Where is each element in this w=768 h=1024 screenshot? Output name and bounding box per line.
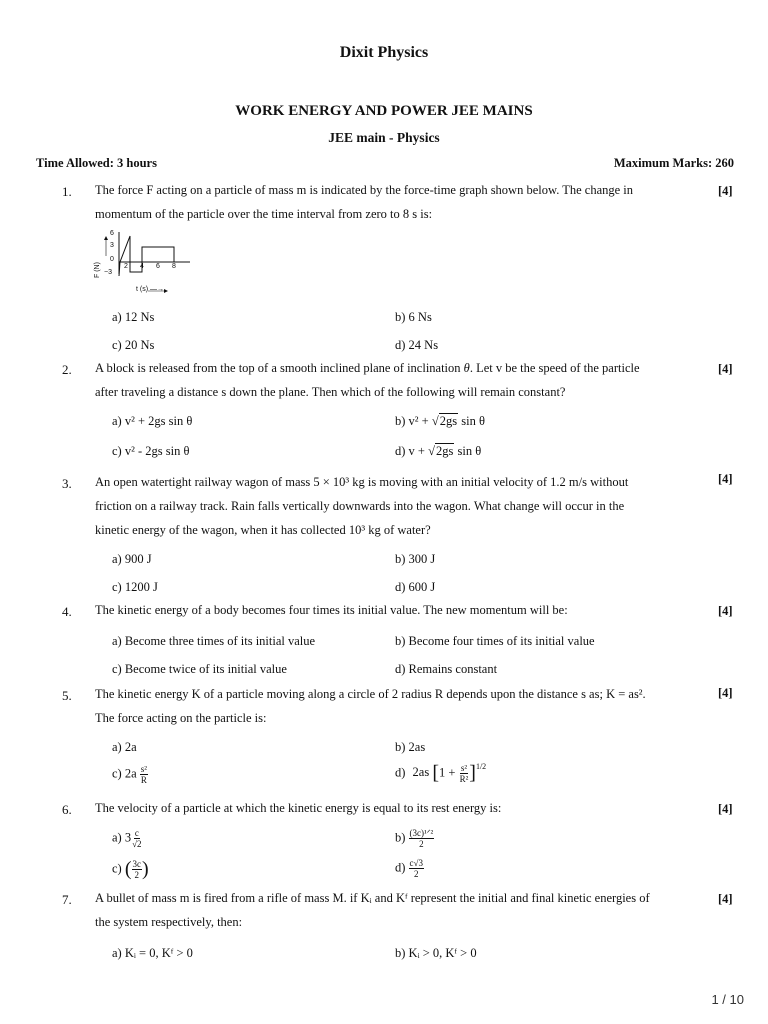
option-c[interactable]: c) 1200 J: [112, 580, 158, 594]
brand-title: Dixit Physics: [339, 44, 429, 61]
option-b[interactable]: b) 6 Ns: [395, 310, 432, 324]
question-number: 6.: [62, 802, 72, 817]
option-expression: v² - 2gs sin θ: [124, 444, 190, 458]
question-marks: [4]: [718, 686, 733, 700]
option-label: c): [112, 861, 122, 876]
option-label: a) 3: [112, 830, 132, 845]
question-text: [95, 356, 705, 404]
question-text: [95, 886, 705, 934]
document-title: WORK ENERGY AND POWER JEE MAINS: [235, 103, 533, 119]
fraction-denominator: 2: [134, 870, 140, 880]
option-d[interactable]: d) 24 Ns: [395, 338, 439, 352]
question-line: A bullet of mass m is fired from a rifle of mass M. if Kᵢ and Kᶠ represent the initial and final kinetic energies of: [95, 891, 650, 905]
fraction-numerator: 3c: [132, 859, 142, 869]
sqrt-icon: √: [428, 444, 435, 458]
option-d[interactable]: [395, 762, 486, 785]
option-expression: v² + 2gs sin θ: [124, 414, 193, 428]
fraction: [409, 828, 435, 849]
question-number: 1.: [62, 184, 72, 199]
question-fragment: . Let v be the speed of the particle: [469, 361, 640, 375]
option-label: c) 2a: [112, 766, 137, 781]
question-line: The kinetic energy of a body becomes four times its initial value. The new momentum will be:: [95, 603, 568, 617]
question-marks: [4]: [718, 362, 733, 376]
option-label: c): [112, 444, 122, 458]
max-marks: Maximum Marks: 260: [613, 156, 734, 170]
fraction-denominator: 2: [414, 869, 419, 879]
theta-symbol: θ: [463, 361, 470, 375]
question-number: 5.: [62, 688, 72, 703]
question-marks: [4]: [718, 472, 733, 486]
graph-y-tick: 0: [110, 256, 114, 263]
option-b[interactable]: [395, 828, 434, 849]
option-expression: v +: [408, 444, 429, 458]
option-c[interactable]: [112, 444, 189, 459]
question-text: [95, 178, 705, 226]
graph-x-tick: 4: [140, 263, 144, 270]
question-line: kinetic energy of the wagon, when it has collected 10³ kg of water?: [95, 523, 431, 537]
question-text: [95, 470, 705, 542]
option-expression: 1 +: [439, 765, 456, 780]
graph-y-label: F (N): [94, 262, 101, 278]
question-text: [95, 682, 705, 730]
time-allowed: Time Allowed: 3 hours: [36, 156, 157, 170]
fraction-denominator: R: [140, 775, 147, 785]
paren-right-icon: ): [142, 858, 149, 880]
question-line: momentum of the particle over the time interval from zero to 8 s is:: [95, 207, 433, 221]
option-d[interactable]: [395, 858, 424, 879]
option-expression: 2as: [412, 765, 430, 780]
paren-left-icon: (: [124, 858, 132, 880]
graph-x-tick: 8: [172, 263, 176, 270]
question-line: the system respectively, then:: [95, 915, 243, 929]
question-number: 7.: [62, 892, 72, 907]
question-line: friction on a railway track. Rain falls vertically downwards into the wagon. What change will occur in the: [95, 499, 625, 513]
question-number: 4.: [62, 604, 72, 619]
option-label: a): [112, 414, 122, 428]
option-expression: v² +: [408, 414, 432, 428]
option-label: d): [395, 765, 406, 780]
option-expression: sin θ: [454, 444, 482, 458]
option-b[interactable]: b) 300 J: [395, 552, 436, 566]
fraction-numerator: c√3: [409, 858, 423, 868]
option-label: d): [395, 860, 406, 875]
fraction-numerator: (3c)¹ᐟ²: [409, 828, 434, 838]
question-line: The force acting on the particle is:: [95, 711, 267, 725]
fraction-numerator: s²: [140, 764, 147, 774]
question-number: 2.: [62, 362, 72, 377]
graph-y-tick: 6: [110, 230, 114, 237]
question-marks: [4]: [718, 892, 733, 906]
option-a[interactable]: [112, 414, 192, 429]
option-label: d): [395, 444, 406, 458]
option-c[interactable]: [112, 764, 148, 785]
fraction-numerator: c: [134, 828, 139, 838]
graph-x-label: t (s) —→: [136, 286, 164, 293]
option-a[interactable]: a) Become three times of its initial value: [112, 634, 316, 648]
option-d[interactable]: d) 600 J: [395, 580, 436, 594]
option-a[interactable]: a) 900 J: [112, 552, 152, 566]
force-time-graph: [90, 226, 200, 298]
fraction: [131, 828, 142, 849]
fraction: [459, 763, 470, 784]
option-b[interactable]: b) Kᵢ > 0, Kᶠ > 0: [395, 946, 477, 960]
option-b[interactable]: b) 2as: [395, 740, 426, 754]
bracket-left-icon: [: [432, 762, 440, 784]
fraction: [409, 858, 424, 879]
fraction-denominator: R²: [459, 774, 469, 784]
fraction-denominator: √2: [132, 839, 142, 849]
graph-x-tick: 2: [124, 263, 128, 270]
option-d[interactable]: d) Remains constant: [395, 662, 498, 676]
option-expression: sin θ: [458, 414, 485, 428]
option-c[interactable]: c) Become twice of its initial value: [112, 662, 287, 676]
question-line: The velocity of a particle at which the kinetic energy is equal to its rest energy is:: [95, 801, 502, 815]
option-label: b): [395, 414, 406, 428]
option-b[interactable]: b) Become four times of its initial value: [395, 634, 595, 648]
question-marks: [4]: [718, 802, 733, 816]
option-c[interactable]: c) 20 Ns: [112, 338, 155, 352]
question-marks: [4]: [718, 184, 733, 198]
graph-y-tick: −3: [104, 269, 112, 276]
question-line: [95, 356, 705, 380]
document-subtitle: JEE main - Physics: [328, 130, 440, 145]
sqrt-icon: √: [431, 414, 439, 428]
exponent: 1/2: [475, 762, 487, 771]
option-a[interactable]: a) Kᵢ = 0, Kᶠ > 0: [112, 946, 193, 960]
question-line: The force F acting on a particle of mass m is indicated by the force-time graph shown below. The change in: [95, 183, 634, 197]
question-number: 3.: [62, 476, 72, 491]
fraction-denominator: 2: [419, 839, 424, 849]
question-line: An open watertight railway wagon of mass 5 × 10³ kg is moving with an initial velocity of 1.2 m/s without: [95, 475, 629, 489]
graph-x-tick: 6: [156, 263, 160, 270]
bracket-right-icon: ]: [469, 762, 476, 784]
sqrt-radicand: 2gs: [435, 444, 454, 458]
question-line: The kinetic energy K of a particle moving along a circle of 2 radius R depends upon the distance s as; K = as².: [95, 687, 646, 701]
fraction-numerator: s²: [460, 763, 468, 773]
option-a[interactable]: a) 2a: [112, 740, 137, 754]
question-fragment: A block is released from the top of a smooth inclined plane of inclination: [95, 361, 461, 375]
fraction: [132, 859, 143, 880]
page-indicator: 1 / 10: [711, 992, 744, 1007]
option-c[interactable]: [112, 858, 149, 881]
question-text: [95, 598, 705, 622]
question-text: [95, 796, 705, 820]
fraction: [140, 764, 148, 785]
option-d[interactable]: [395, 444, 481, 459]
graph-y-tick: 3: [110, 242, 114, 249]
option-a[interactable]: [112, 828, 143, 849]
question-line: after traveling a distance s down the plane. Then which of the following will remain constant?: [95, 385, 566, 399]
option-a[interactable]: a) 12 Ns: [112, 310, 155, 324]
question-marks: [4]: [718, 604, 733, 618]
option-b[interactable]: [395, 414, 485, 429]
option-label: b): [395, 830, 406, 845]
sqrt-radicand: 2gs: [439, 414, 458, 428]
